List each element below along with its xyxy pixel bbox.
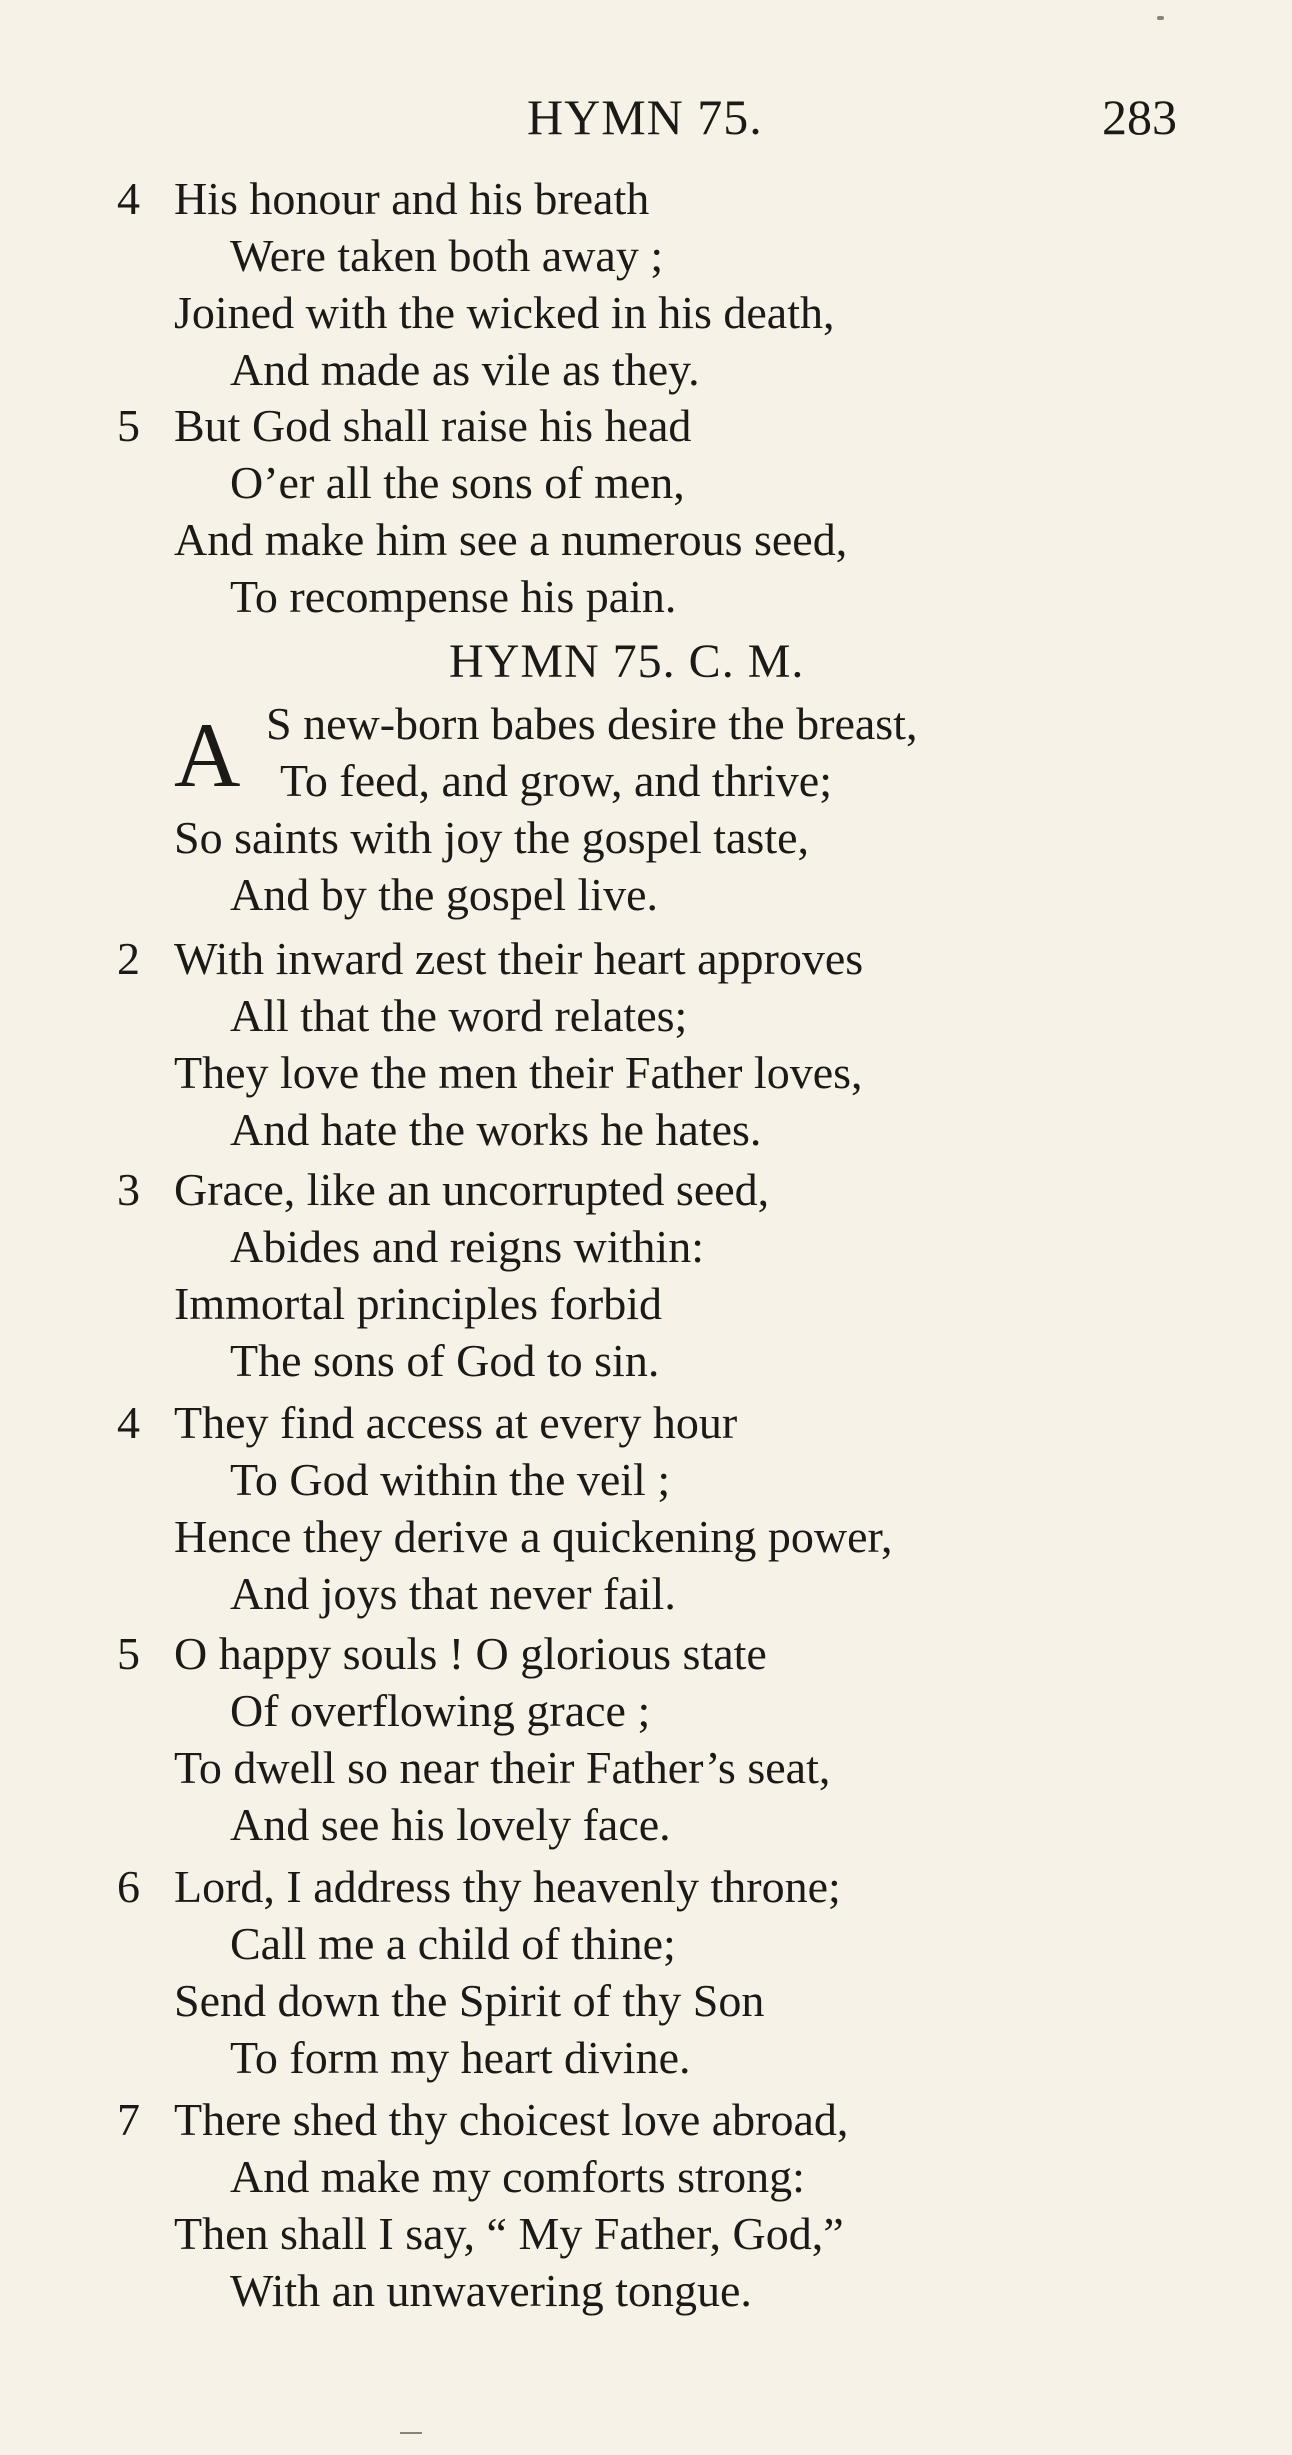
stanza-line — [0, 1739, 1292, 1796]
stanza-4 — [0, 1394, 1292, 1622]
line-text: O’er all the sons of men, — [230, 457, 685, 508]
stanza-line — [0, 1394, 1292, 1451]
line-text: Hence they derive a quickening power, — [174, 1511, 893, 1562]
stanza-line — [0, 511, 1292, 568]
stanza-line — [0, 2029, 1292, 2086]
line-text: And make my comforts strong: — [230, 2151, 805, 2202]
stanza-number: 7 — [117, 2094, 140, 2145]
stanza-line — [0, 2091, 1292, 2148]
stanza-line — [0, 1915, 1292, 1972]
stanza-line — [0, 568, 1292, 625]
stanza-line — [0, 1275, 1292, 1332]
stanza-number: 4 — [117, 173, 140, 224]
line-text: O happy souls ! O glorious state — [174, 1628, 767, 1679]
stanza-line — [0, 987, 1292, 1044]
line-text: Of overflowing grace ; — [230, 1685, 651, 1736]
print-speck — [1157, 16, 1164, 20]
stanza-number: 5 — [117, 1628, 140, 1679]
line-text: Abides and reigns within: — [230, 1221, 704, 1272]
stanza-line — [0, 1044, 1292, 1101]
line-text: Were taken both away ; — [230, 230, 664, 281]
stanza-line — [0, 809, 1292, 866]
stanza-1 — [0, 695, 1292, 923]
stanza-line — [0, 2205, 1292, 2262]
stanza-line — [0, 341, 1292, 398]
stanza-line — [0, 1625, 1292, 1682]
line-text: Send down the Spirit of thy Son — [174, 1975, 765, 2026]
line-text: There shed thy choicest love abroad, — [174, 2094, 849, 2145]
line-text: They find access at every hour — [174, 1397, 738, 1448]
line-text: With an unwavering tongue. — [230, 2265, 752, 2316]
line-text: So saints with joy the gospel taste, — [174, 812, 810, 863]
line-text: And see his lovely face. — [230, 1799, 671, 1850]
stanza-line — [0, 1858, 1292, 1915]
running-title: HYMN 75. — [527, 89, 763, 145]
stanza-line — [0, 752, 1292, 809]
stanza-line — [0, 1218, 1292, 1275]
line-text: His honour and his breath — [174, 173, 650, 224]
page-header — [0, 88, 1292, 148]
stanza-line — [0, 1682, 1292, 1739]
stanza-line — [0, 1161, 1292, 1218]
stanza-line — [0, 1101, 1292, 1158]
stanza-7 — [0, 2091, 1292, 2319]
line-text: To dwell so near their Father’s seat, — [174, 1742, 831, 1793]
stanza-line — [0, 284, 1292, 341]
line-text: S new-born babes desire the breast, — [266, 698, 918, 749]
line-text: Then shall I say, “ My Father, God,” — [174, 2208, 844, 2259]
line-text: And made as vile as they. — [230, 344, 700, 395]
line-text: They love the men their Father loves, — [174, 1047, 863, 1098]
stanza-line — [0, 454, 1292, 511]
stanza-line — [0, 930, 1292, 987]
line-text: To God within the veil ; — [230, 1454, 671, 1505]
stanza-line — [0, 1332, 1292, 1389]
stanza-line — [0, 170, 1292, 227]
line-text: And make him see a numerous seed, — [174, 514, 848, 565]
stanza-line — [0, 866, 1292, 923]
stanza-prev-5 — [0, 397, 1292, 625]
page-number: 283 — [1102, 89, 1177, 145]
line-text: The sons of God to sin. — [230, 1335, 660, 1386]
stanza-line — [0, 2148, 1292, 2205]
stanza-number: 4 — [117, 1397, 140, 1448]
stanza-number: 3 — [117, 1164, 140, 1215]
line-text: And joys that never fail. — [230, 1568, 676, 1619]
stanza-line — [0, 1796, 1292, 1853]
line-text: And by the gospel live. — [230, 869, 658, 920]
line-text: Grace, like an uncorrupted seed, — [174, 1164, 770, 1215]
stanza-number: 6 — [117, 1861, 140, 1912]
line-text: All that the word relates; — [230, 990, 688, 1041]
stanza-line — [0, 397, 1292, 454]
stanza-3 — [0, 1161, 1292, 1389]
stanza-line — [0, 1565, 1292, 1622]
stanza-number: 2 — [117, 933, 140, 984]
line-text: With inward zest their heart approves — [174, 933, 864, 984]
stanza-5 — [0, 1625, 1292, 1853]
drop-cap: A — [174, 704, 241, 806]
line-text: Immortal principles forbid — [174, 1278, 662, 1329]
stanza-number: 5 — [117, 400, 140, 451]
line-text: To recompense his pain. — [230, 571, 677, 622]
stanza-line — [0, 1972, 1292, 2029]
stanza-line — [0, 2262, 1292, 2319]
line-text: To form my heart divine. — [230, 2032, 691, 2083]
stanza-6 — [0, 1858, 1292, 2086]
line-text: Call me a child of thine; — [230, 1918, 676, 1969]
hymn-heading: HYMN 75. C. M. — [449, 635, 805, 688]
line-text: Joined with the wicked in his death, — [174, 287, 835, 338]
stanza-line — [0, 1451, 1292, 1508]
stanza-2 — [0, 930, 1292, 1158]
line-text: Lord, I address thy heavenly throne; — [174, 1861, 841, 1912]
print-mark — [400, 2432, 422, 2434]
stanza-line — [0, 1508, 1292, 1565]
line-text: And hate the works he hates. — [230, 1104, 762, 1155]
stanza-line — [0, 695, 1292, 752]
stanza-prev-4 — [0, 170, 1292, 398]
line-text: To feed, and grow, and thrive; — [280, 755, 832, 806]
line-text: But God shall raise his head — [174, 400, 692, 451]
stanza-line — [0, 227, 1292, 284]
